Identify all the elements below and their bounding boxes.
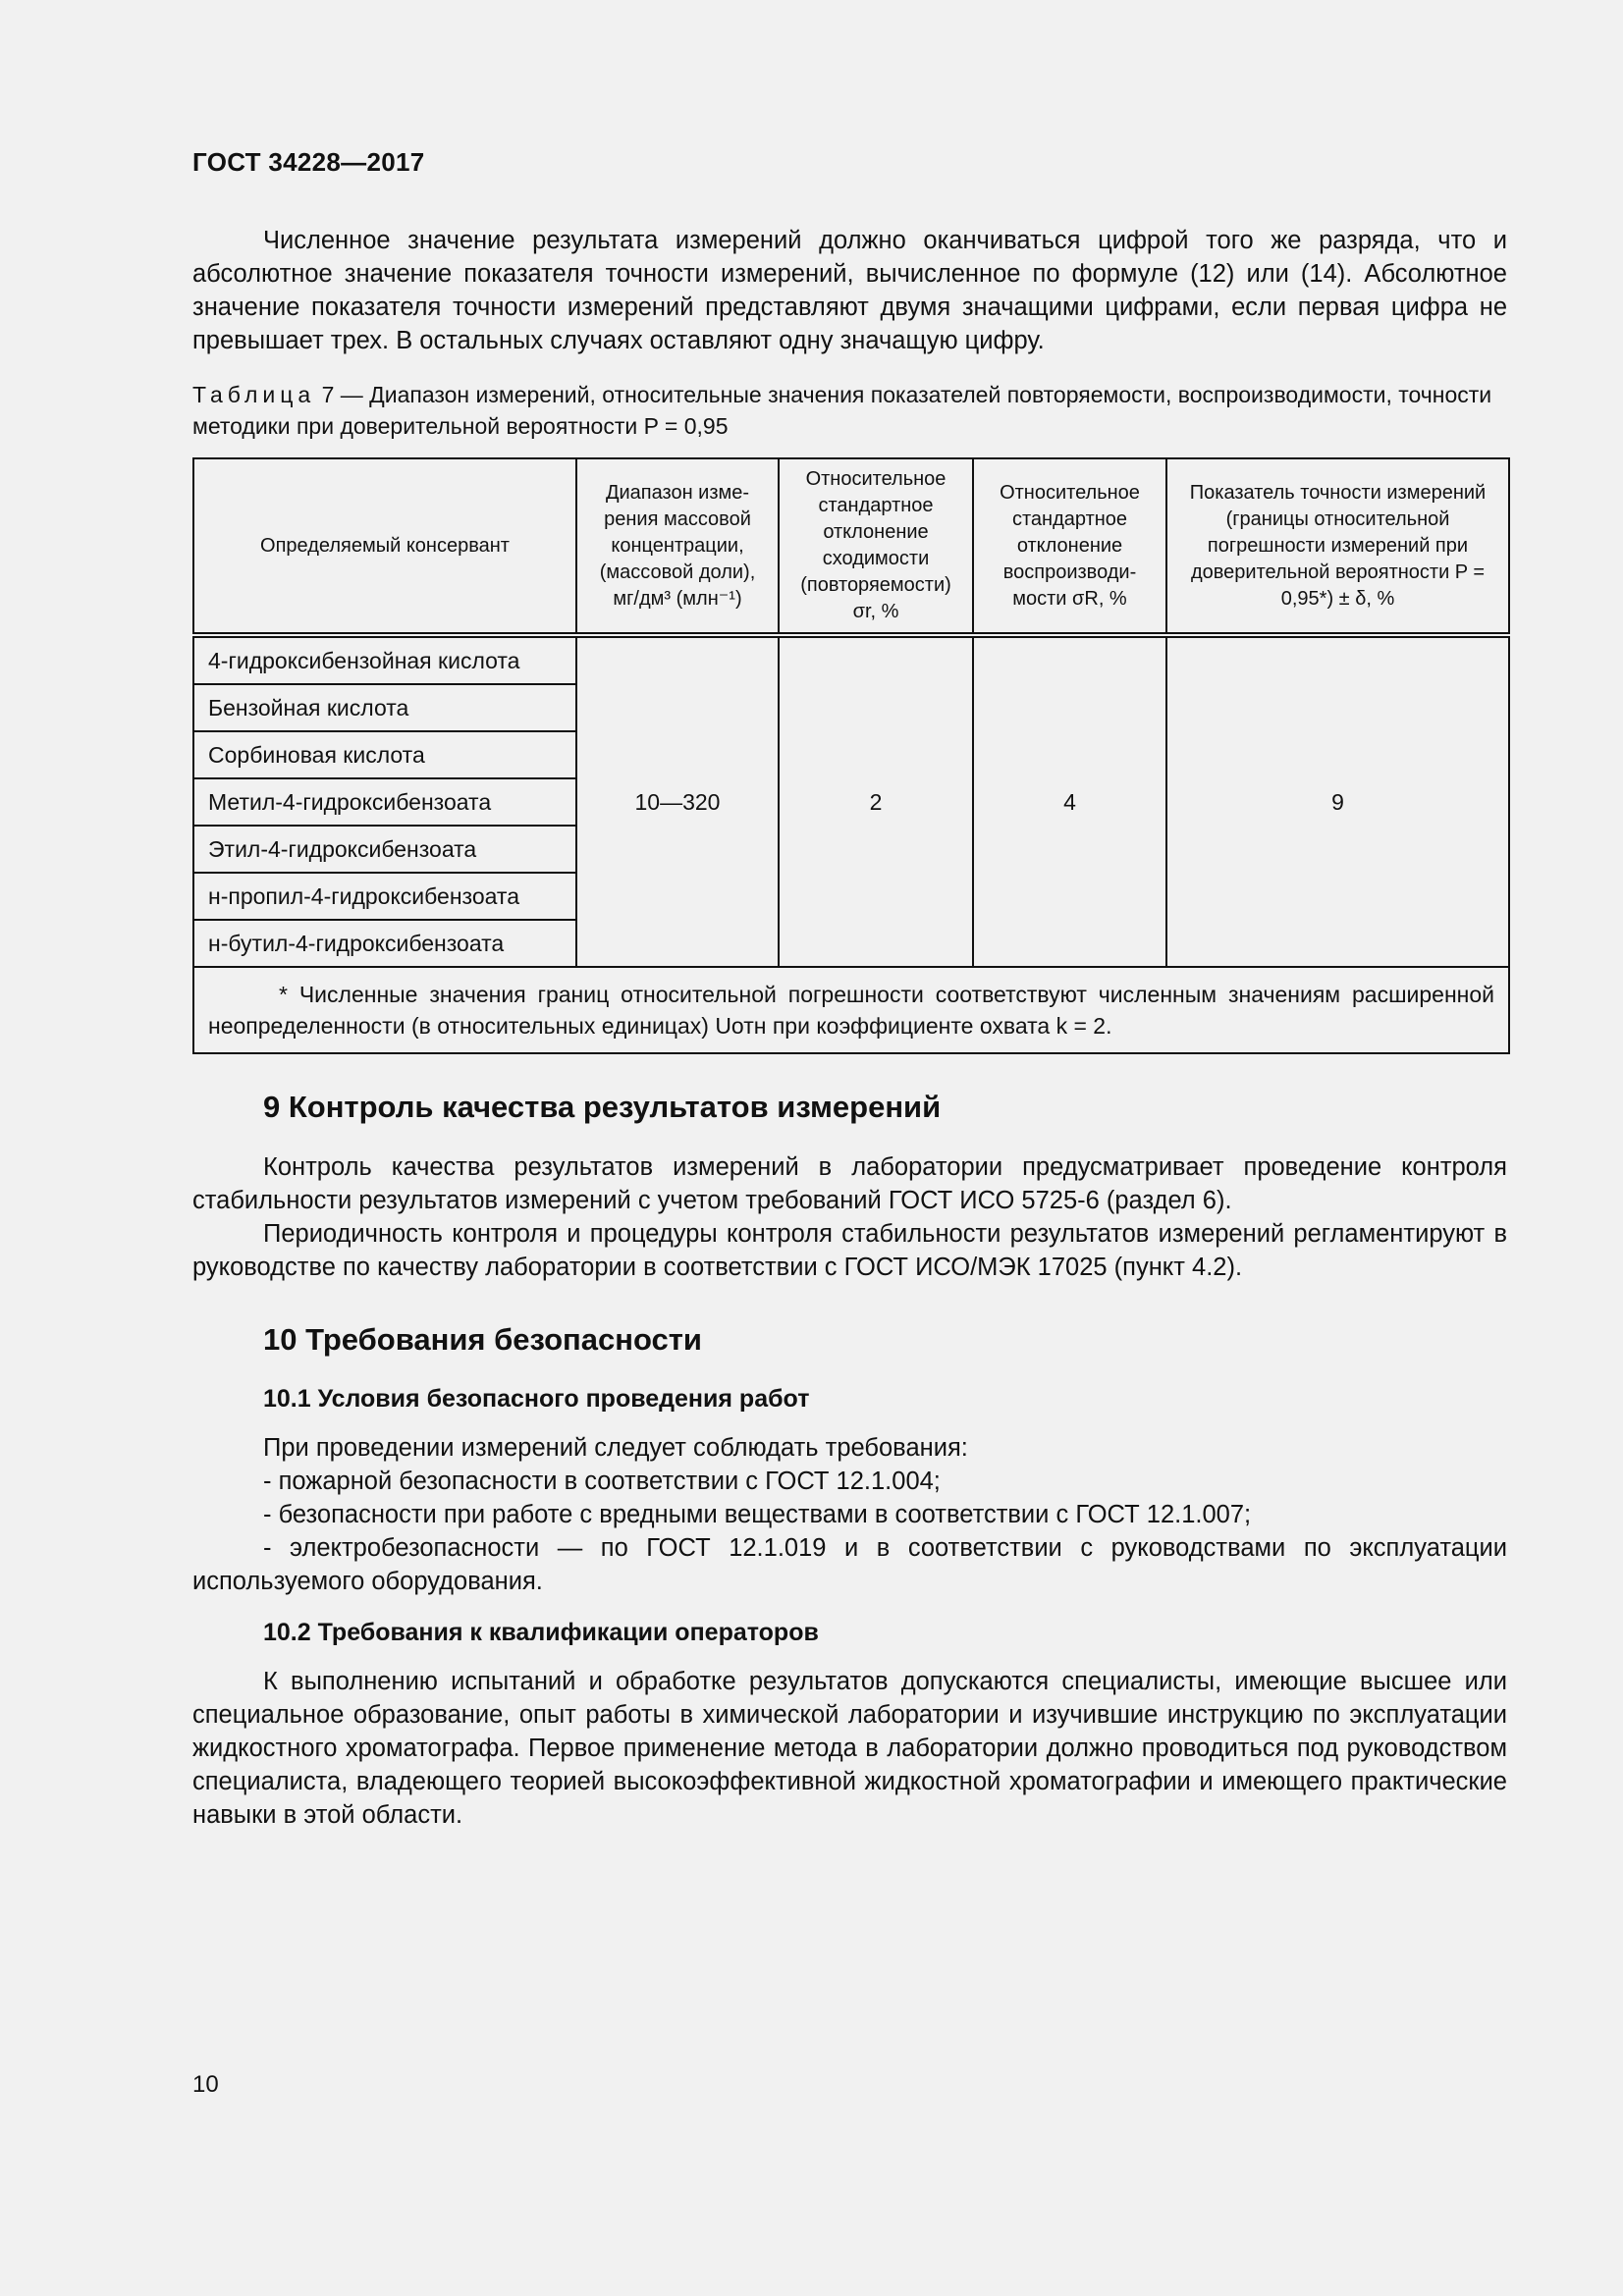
section-9-paragraph-2 [192,1217,1507,1284]
section-9-text-2: Периодичность контроля и процедуры контроля стабильности результатов измерений регламентируют в руководстве по качеству лаборатории в соответствии с ГОСТ ИСО/МЭК 17025 (пункт 4.2). [192,1220,1507,1281]
document-header: ГОСТ 34228—2017 [192,147,425,177]
row-name: н-бутил-4-гидроксибензоата [193,920,576,967]
section-9-text-1: Контроль качества результатов измерений в лаборатории предусматривает проведение контроля стабильности результатов измерений с учетом требований ГОСТ ИСО 5725-6 (раздел 6). [192,1153,1507,1214]
intro-paragraph [192,224,1507,357]
table-row [193,635,1509,684]
row-name: Метил-4-гидроксибензоата [193,778,576,826]
section-10-title: 10 Требования безопасности [263,1322,702,1357]
section-9-paragraph-1 [192,1150,1507,1217]
delta-value: 9 [1166,635,1509,967]
table-header-row [193,458,1509,635]
intro-text: Численное значение результата измерений должно оканчиваться цифрой того же разряда, что и абсолютное значение показателя точности измерений, вычисленное по формуле (12) или (14). Абсолютное значение показателя точности измерений представляют двумя значащими цифрами, если первая цифра не превышает трех. В остальных случаях оставляют одну значащую цифру. [192,227,1507,354]
section-9-title: 9 Контроль качества результатов измерений [263,1090,942,1124]
header-range: Диапазон изме-рения массовой концентрации, (массовой доли), мг/дм³ (млн⁻¹) [576,458,779,635]
table-footnote-row [193,967,1509,1053]
subsection-10-1-title: 10.1 Условия безопасного проведения работ [263,1385,810,1413]
subsection-10-2-title: 10.2 Требования к квалификации операторов [263,1619,819,1646]
row-name: Сорбиновая кислота [193,731,576,778]
caption-text: 7 — Диапазон измерений, относительные значения показателей повторяемости, воспроизводимости, точности методики при доверительной вероятности P = 0,95 [192,382,1492,439]
subsection-10-1-intro-text: При проведении измерений следует соблюдать требования: [263,1434,968,1462]
row-name: Этил-4-гидроксибензоата [193,826,576,873]
header-sigma-R: Относительное стандартное отклонение воспроизводи-мости σR, % [973,458,1166,635]
table-caption [192,379,1507,442]
list-item-text: - электробезопасности — по ГОСТ 12.1.019 и в соответствии с руководствами по эксплуатации используемого оборудования. [192,1534,1507,1595]
row-name: н-пропил-4-гидроксибензоата [193,873,576,920]
subsection-10-2-paragraph [192,1665,1507,1832]
header-sigma-r: Относительное стандартное отклонение сходимости (повторяемости) σr, % [779,458,973,635]
header-delta: Показатель точности измерений (границы относительной погрешности измерений при доверительной вероятности P = 0,95*) ± δ, % [1166,458,1509,635]
list-item [192,1465,1507,1498]
list-item [192,1498,1507,1531]
range-value: 10—320 [576,635,779,967]
subsection-10-2-text: К выполнению испытаний и обработке результатов допускаются специалисты, имеющие высшее или специальное образование, опыт работы в химической лаборатории и изучившие инструкцию по эксплуатации жидкостного хроматографа. Первое применение метода в лаборатории должно проводиться под руководством специалиста, владеющего теорией высокоэффективной жидкостной хроматографии и имеющего практические навыки в этой области. [192,1668,1507,1829]
sigma-r-value: 2 [779,635,973,967]
row-name: Бензойная кислота [193,684,576,731]
page-number: 10 [192,2071,219,2098]
table-7 [192,457,1510,1054]
header-preservative: Определяемый консервант [193,458,576,635]
caption-label: Таблица [192,382,316,407]
list-item-text: - безопасности при работе с вредными веществами в соответствии с ГОСТ 12.1.007; [263,1501,1252,1528]
row-name: 4-гидроксибензойная кислота [193,635,576,684]
list-item [192,1531,1507,1598]
subsection-10-1-intro [192,1431,1507,1465]
sigma-R-value: 4 [973,635,1166,967]
list-item-text: - пожарной безопасности в соответствии с ГОСТ 12.1.004; [263,1468,941,1495]
table-footnote: * Численные значения границ относительной погрешности соответствуют численным значениям расширенной неопределенности (в относительных единицах) Uотн при коэффициенте охвата k = 2. [193,967,1509,1053]
